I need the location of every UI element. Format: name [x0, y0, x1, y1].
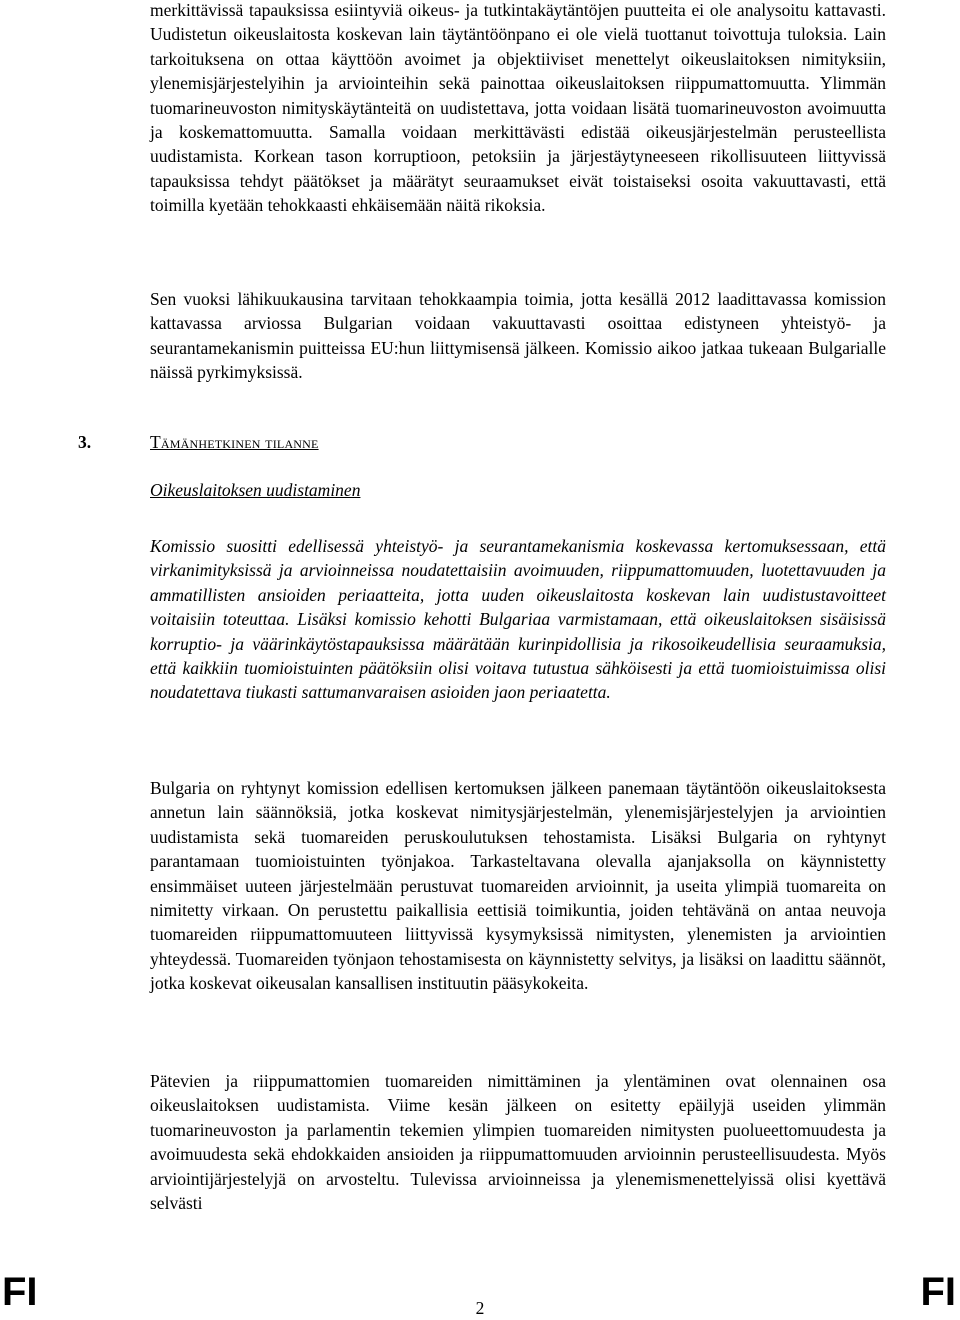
body-paragraph-2: Sen vuoksi lähikuukausina tarvitaan tehokkaampia toimia, jotta kesällä 2012 laadittavassa komission kattavassa arviossa Bulgarian voidaan vakuuttavasti osoittaa edistyneen yhteistyö- ja seurantamekanismin puitteissa EU:hun liittymisensä jälkeen. Komissio aikoo jatkaa tukeaan Bulgarialle näissä pyrkimyksissä.: [150, 289, 886, 383]
section-title: Tämänhetkinen tilanne: [150, 432, 319, 452]
body-paragraph-4: Bulgaria on ryhtynyt komission edellisen kertomuksen jälkeen panemaan täytäntöön oikeuslaitoksesta annetun lain säännöksiä, jotka koskevat nimitysjärjestelmän, ylenemisjärjestelyjen ja arviointien uudistamista sekä tuomareiden peruskoulutuksen tehostamista. Lisäksi Bulgaria on ryhtynyt parantamaan tuomioistuinten työnjakoa. Tarkasteltavana olevalla ajanjaksolla on käynnistetty ensimmäiset uuteen järjestelmään perustuvat tuomareiden arvioinnit, ja useita ylimpiä tuomareita on nimitetty virkaan. On perustettu paikallisia eettisiä toimikuntia, joiden tehtävänä on antaa neuvoja tuomareiden riippumattomuuteen liittyvissä kysymyksissä nimitysten, ylenemisten ja arviointien yhteydessä. Tuomareiden työnjaon tehostamisesta on käynnistetty selvitys, ja lisäksi on laadittu säännöt, jotka koskevat oikeusalan kansallisen instituutin pääsykokeita.: [150, 778, 886, 994]
footer-language-right: FI: [920, 1270, 956, 1314]
subsection-heading: Oikeuslaitoksen uudistaminen: [150, 480, 361, 500]
page-number: 2: [475, 1298, 485, 1318]
section-number: 3.: [78, 432, 92, 452]
body-paragraph-italic: Komissio suositti edellisessä yhteistyö- ja seurantamekanismia koskevassa kertomuksessaan, että virkanimityksissä ja arvioinneissa noudatettaisiin avoimuuden, riippumattomuuden, luotettavuuden ja ammatillisten ansioiden periaatteita, jotta uuden oikeuslaitosta koskevan lain uudistustavoitteet voitaisiin toteuttaa. Lisäksi komissio kehotti Bulgariaa varmistamaan, että oikeuslaitoksen sisäisissä korruptio- ja väärinkäytöstapauksissa määrätään kurinpidollisia ja rikosoikeudellisia seuraamuksia, että kaikkiin tuomioistuinten päätöksiin olisi voitava tutustua sähköisesti ja että tuomioistuimissa olisi noudatettava tiukasti sattumanvaraisen asioiden jaon periaatetta.: [150, 536, 886, 703]
body-paragraph-1: merkittävissä tapauksissa esiintyviä oikeus- ja tutkintakäytäntöjen puutteita ei ole analysoitu kattavasti. Uudistetun oikeuslaitosta koskevan lain täytäntöönpano ei ole vielä tuottanut toivottuja tuloksia. Lain tarkoituksena on ottaa käyttöön avoimet ja objektiiviset menettelyt oikeuslaitoksen nimityksiin, ylenemisjärjestelyihin ja arviointeihin sekä painottaa oikeuslaitoksen riippumattomuutta. Ylimmän tuomarineuvoston nimityskäytänteitä on uudistettava, jotta voidaan lisätä tuomarineuvoston avoimuutta ja koskemattomuutta. Samalla voidaan merkittävästi edistää oikeusjärjestelmän perusteellista uudistamista. Korkean tason korruptioon, petoksiin ja järjestäytyneeseen rikollisuuteen liittyvissä tapauksissa tehdyt päätökset ja määrätyt seuraamukset eivät toistaiseksi osoita vakuuttavasti, että toimilla kyetään tehokkaasti ehkäisemään näitä rikoksia.: [150, 0, 886, 216]
footer-language-left: FI: [2, 1270, 38, 1314]
body-paragraph-5: Pätevien ja riippumattomien tuomareiden nimittäminen ja ylentäminen ovat olennainen osa oikeuslaitoksen uudistamista. Viime kesän jälkeen on esitetty epäilyjä useiden ylimmän tuomarineuvoston ja parlamentin tekemien ylimpien tuomareiden nimitysten puolueettomuudesta ja avoimuudesta sekä ehdokkaiden ansioiden ja riippumattomuuden arvioinnin perusteellisuudesta. Myös arviointijärjestelyjä on arvosteltu. Tulevissa arvioinneissa ja ylenemismenettelyissä olisi kyettävä selvästi: [150, 1071, 886, 1214]
